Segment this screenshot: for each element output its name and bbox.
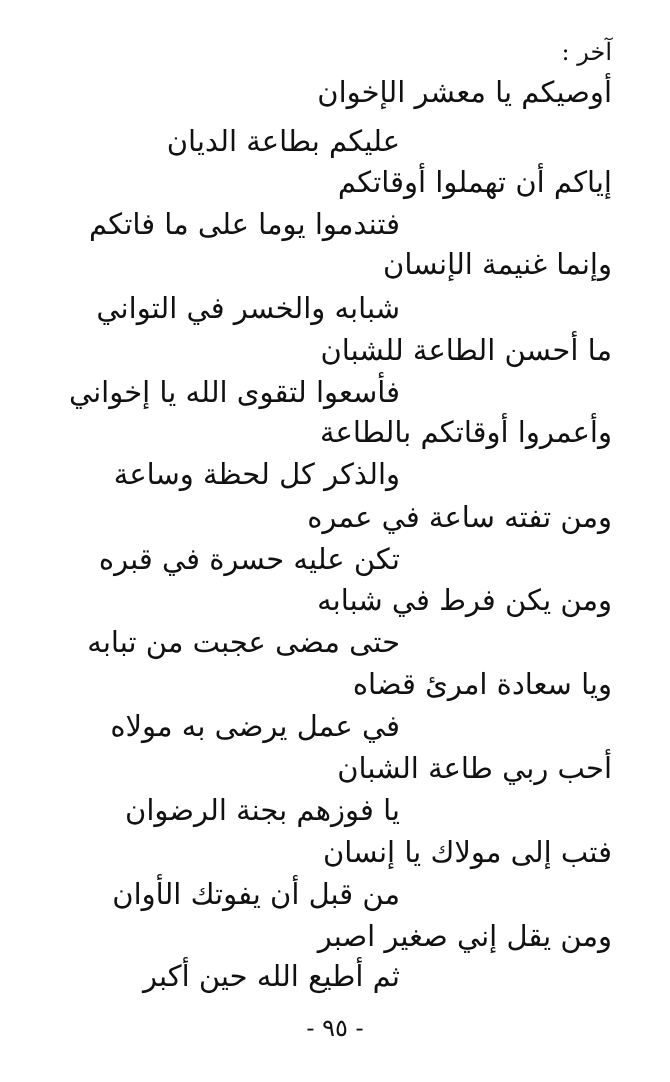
verse-line-5-first: وأعمروا أوقاتكم بالطاعة xyxy=(320,415,612,449)
verse-line-11-first: ومن يقل إني صغير اصبر xyxy=(317,919,612,953)
verse-line-7-first: ومن يكن فرط في شبابه xyxy=(317,583,612,617)
verse-line-2-first: إياكم أن تهملوا أوقاتكم xyxy=(337,165,612,199)
verse-line-10-second: من قبل أن يفوتك الأوان xyxy=(112,877,400,911)
verse-line-4-first: ما أحسن الطاعة للشبان xyxy=(320,333,612,367)
verse-line-4-second: فأسعوا لتقوى الله يا إخواني xyxy=(68,375,400,409)
verse-line-7-second: حتى مضى عجبت من تبابه xyxy=(87,625,400,659)
verse-line-6-second: تكن عليه حسرة في قبره xyxy=(98,542,400,576)
verse-line-1-first: أوصيكم يا معشر الإخوان xyxy=(317,75,612,109)
poem-heading: آخر : xyxy=(561,38,612,66)
verse-line-9-first: أحب ربي طاعة الشبان xyxy=(337,751,612,785)
verse-line-1-second: عليكم بطاعة الديان xyxy=(166,124,400,158)
verse-line-3-first: وإنما غنيمة الإنسان xyxy=(383,247,612,281)
verse-line-8-second: في عمل يرضى به مولاه xyxy=(110,709,400,743)
verse-line-9-second: يا فوزهم بجنة الرضوان xyxy=(125,793,400,827)
verse-line-6-first: ومن تفته ساعة في عمره xyxy=(307,500,612,534)
verse-line-2-second: فتندموا يوما على ما فاتكم xyxy=(89,207,400,241)
page-number: - ٩٥ - xyxy=(306,1014,364,1042)
verse-line-11-second: ثم أطيع الله حين أكبر xyxy=(143,959,400,993)
verse-line-10-first: فتب إلى مولاك يا إنسان xyxy=(322,835,612,869)
verse-line-8-first: ويا سعادة امرئ قضاه xyxy=(352,667,612,701)
verse-line-5-second: والذكر كل لحظة وساعة xyxy=(113,457,400,491)
verse-line-3-second: شبابه والخسر في التواني xyxy=(96,291,400,325)
